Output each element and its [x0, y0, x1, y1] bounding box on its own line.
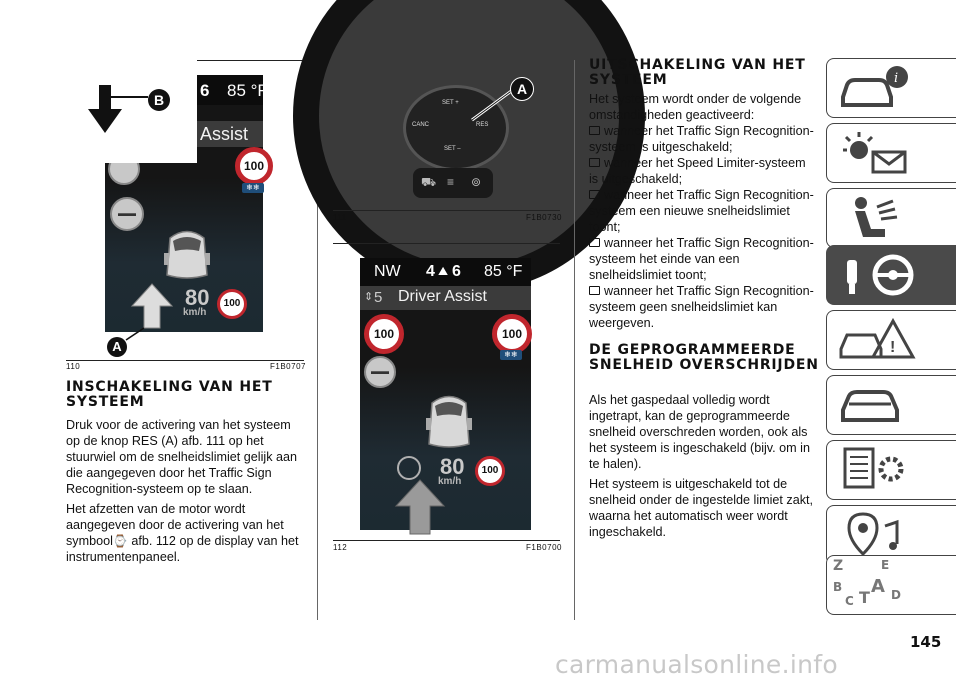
up-arrow-icon — [118, 280, 178, 346]
speed-limiter-active-icon — [397, 456, 421, 480]
page-number: 145 — [910, 633, 942, 651]
svg-text:i: i — [894, 71, 899, 86]
right-heading-2: DE GEPROGRAMMEERDE SNELHEID OVERSCHRIJDEN — [589, 342, 819, 373]
index-letters: Z E B A C T D — [833, 558, 901, 608]
road-icon: ⛰ — [438, 264, 449, 278]
assist-banner-text: Assist — [200, 124, 249, 144]
current-speed-112: 80 — [440, 454, 465, 479]
tab-warning-lights[interactable] — [826, 123, 956, 183]
right-body-2 — [589, 392, 817, 544]
speed-limit-sign-right: 100 — [492, 314, 532, 354]
speed-limit-sign-left: 100 — [364, 314, 404, 354]
speed-unit-112: km/h — [438, 476, 462, 487]
right-para-1: Als het gaspedaal volledig wordt ingetrapt, kan de geprogrammeerde snelheid overschreden worden, ook als het systeem is ingeschakeld (bijv. om in te halen). — [589, 393, 810, 471]
figure-110-bottom-rule — [66, 360, 304, 361]
bullet-item: wanneer het Speed Limiter-systeem is uitgeschakeld; — [589, 155, 817, 187]
technical-data-icon — [837, 445, 917, 495]
distance-icon[interactable]: ≡ — [447, 175, 455, 189]
tab-seat-airbag[interactable] — [826, 188, 956, 248]
figure-112-number: 112 — [333, 543, 348, 552]
set-value: 5 — [374, 289, 383, 306]
speed-limit-small-sign-112: 100 — [475, 456, 505, 486]
roadside-emergency-icon — [837, 315, 917, 365]
tab-car-info[interactable] — [826, 58, 956, 118]
bullet-item: wanneer het Traffic Sign Recognition-systeem geen snelheidslimiet kan weergeven. — [589, 283, 817, 331]
vehicles-ahead-icon-112: ▬▬ — [364, 356, 396, 388]
gear-indicator: 4 — [426, 263, 435, 280]
own-car-icon-112 — [422, 388, 476, 452]
figure-111-number: 111 — [333, 213, 347, 222]
car-service-icon — [837, 380, 917, 430]
warning-lights-icon — [837, 128, 917, 178]
bullet-item: wanneer het Traffic Sign Recognition-systeem het einde van een snelheidslimiet toont; — [589, 235, 817, 283]
tab-technical-data[interactable] — [826, 440, 956, 500]
assist-buttons-row — [413, 168, 493, 198]
own-car-icon — [160, 223, 214, 283]
left-para-2: Het afzetten van de motor wordt aangegeven door de activering van het symbool⌚ afb. 112 op de display van het instrumentenpaneel. — [66, 502, 299, 564]
right-heading-1: UITSCHAKELING VAN HET SYSTEEM — [589, 57, 806, 88]
figure-110-number: 110 — [66, 362, 81, 371]
set-arrows-icon: ⇕ — [364, 291, 374, 303]
intro-text: Het systeem wordt onder de volgende omstandigheden geactiveerd: — [589, 92, 802, 122]
vehicles-ahead-icon: ▬▬ — [110, 197, 144, 231]
snowflake-icon-112: ❄❄ — [500, 350, 522, 360]
right-para-2: Het systeem is uitgeschakeld tot de snelheid onder de ingestelde limiet zakt, waarna het automatisch weer wordt ingeschakeld. — [589, 477, 814, 539]
figure-112-bottom-rule — [333, 540, 560, 541]
lane-assist-icon[interactable]: ⛟ — [421, 175, 437, 189]
speed-limiter-icon[interactable]: ⊚ — [471, 175, 482, 189]
tab-car-service[interactable] — [826, 375, 956, 435]
multimedia-icon — [837, 510, 917, 560]
speed-limit-small-sign: 100 — [217, 289, 247, 319]
cluster-top-bar-112 — [360, 258, 531, 286]
callout-a-label: A — [107, 337, 127, 357]
key-steering-wheel-icon — [837, 250, 927, 300]
top-value: 6 — [200, 81, 210, 100]
right-body-1 — [589, 91, 817, 331]
bullet-item: wanneer het Traffic Sign Recognition-systeem een nieuwe snelheidslimiet toont; — [589, 187, 817, 235]
speed-limit-sign: 100 — [235, 147, 273, 185]
left-body — [66, 417, 306, 569]
left-para-1: Druk voor de activering van het systeem op de knop RES (A) afb. 111 op het stuurwiel om de snelheidslimiet gelijk aan die aangegeven door het Traffic Sign Recognition-systeem op te slaan. — [66, 418, 297, 496]
top-value-112: 6 — [452, 263, 461, 280]
tab-key-steering-wheel[interactable] — [826, 245, 956, 305]
column-divider-2 — [574, 60, 575, 620]
tab-alphabetical-index[interactable] — [826, 555, 956, 615]
figure-112-top-rule — [333, 243, 560, 244]
callout-b-label: B — [148, 89, 170, 111]
btn-res[interactable]: RES — [476, 122, 489, 128]
heading-direction: NW — [374, 263, 401, 280]
svg-text:!: ! — [890, 339, 896, 356]
btn-set-plus[interactable]: SET + — [442, 100, 459, 106]
driver-assist-text: Driver Assist — [398, 288, 487, 305]
figure-112-code: F1B0700 — [526, 543, 562, 552]
driver-assist-banner — [360, 286, 531, 310]
temperature: 85 °F — [227, 81, 268, 100]
figure-111-code: F1B0730 — [526, 213, 562, 222]
btn-set-minus[interactable]: SET – — [444, 146, 461, 152]
figure-110-code: F1B0707 — [270, 362, 306, 371]
btn-canc[interactable]: CANC — [412, 122, 430, 128]
bullet-item: wanneer het Traffic Sign Recognition-systeem is uitgeschakeld; — [589, 123, 817, 155]
speed-unit: km/h — [183, 307, 207, 318]
seat-airbag-icon — [837, 193, 917, 243]
tab-roadside-emergency[interactable] — [826, 310, 956, 370]
figure-111-bottom-rule — [333, 210, 560, 211]
speed-limiter-symbol-icon: ⌚ — [112, 534, 128, 548]
callout-a-label-111: A — [510, 77, 534, 101]
snowflake-icon: ❄❄ — [242, 183, 264, 193]
current-speed: 80 — [185, 285, 210, 310]
up-arrow-icon-112 — [392, 478, 448, 538]
watermark: carmanualsonline.info — [555, 650, 838, 679]
left-heading: INSCHAKELING VAN HET SYSTEEM — [66, 379, 273, 410]
temperature-112: 85 °F — [484, 263, 523, 280]
car-info-icon — [837, 63, 917, 113]
